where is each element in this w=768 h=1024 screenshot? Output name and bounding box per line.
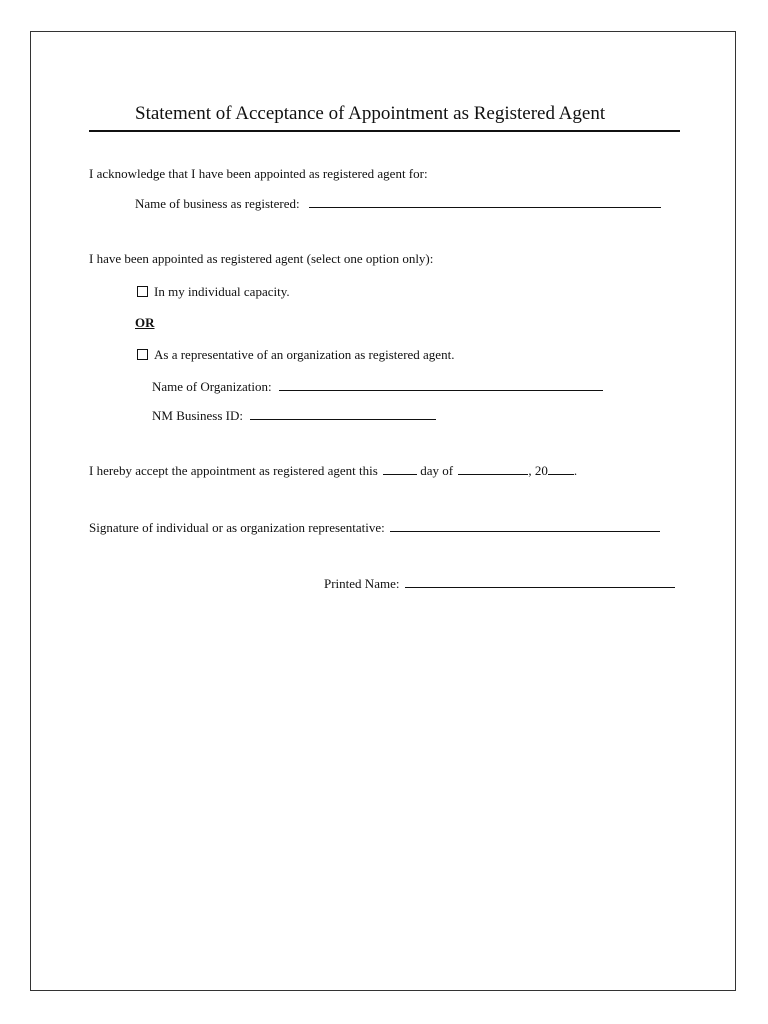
accept-month-field[interactable]	[458, 462, 528, 475]
printed-name-row	[324, 575, 675, 592]
or-label: OR	[135, 315, 155, 330]
option-individual-label: In my individual capacity.	[154, 284, 290, 299]
acknowledge-text: I acknowledge that I have been appointed as registered agent for:	[89, 166, 428, 181]
accept-year-prefix: , 20	[528, 463, 548, 478]
acceptance-row	[89, 462, 577, 479]
business-name-field[interactable]	[309, 195, 661, 208]
business-name-label: Name of business as registered:	[135, 196, 300, 211]
signature-label: Signature of individual or as organization representative:	[89, 520, 385, 535]
accept-year-field[interactable]	[548, 462, 574, 475]
option-individual-row	[137, 284, 290, 300]
org-name-label: Name of Organization:	[152, 379, 272, 394]
printed-name-label: Printed Name:	[324, 576, 400, 591]
signature-field[interactable]	[390, 519, 660, 532]
printed-name-field[interactable]	[405, 575, 675, 588]
business-name-row	[135, 195, 661, 212]
nm-business-id-field[interactable]	[250, 407, 436, 420]
signature-row	[89, 519, 660, 536]
nm-business-id-label: NM Business ID:	[152, 408, 244, 423]
nm-business-id-row	[152, 407, 436, 424]
appointed-text: I have been appointed as registered agent (select one option only):	[89, 251, 434, 266]
document-title: Statement of Acceptance of Appointment as Registered Agent	[135, 103, 606, 124]
organization-representative-checkbox[interactable]	[137, 349, 148, 360]
option-organization-label: As a representative of an organization as registered agent.	[154, 347, 455, 362]
org-name-row	[152, 378, 603, 395]
individual-capacity-checkbox[interactable]	[137, 286, 148, 297]
accept-prefix: I hereby accept the appointment as registered agent this	[89, 463, 378, 478]
option-organization-row	[137, 347, 454, 363]
accept-day-of: day of	[420, 463, 454, 478]
title-underline	[89, 130, 680, 132]
org-name-field[interactable]	[279, 378, 603, 391]
accept-day-field[interactable]	[383, 462, 417, 475]
accept-suffix: .	[573, 463, 578, 478]
